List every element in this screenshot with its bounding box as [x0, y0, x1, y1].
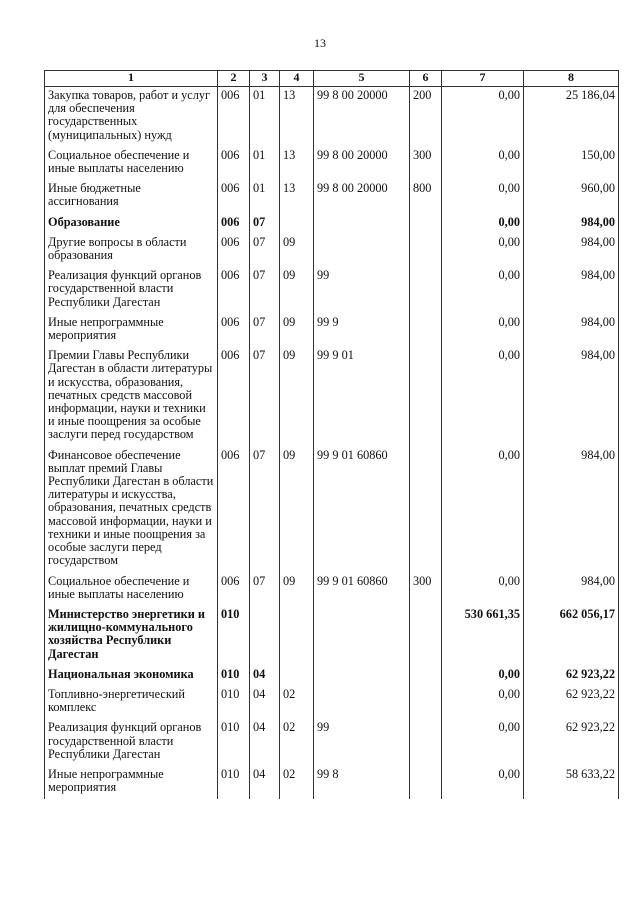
amount-column-8: 984,00: [524, 214, 619, 234]
ministry-code: 006: [218, 314, 250, 347]
column-header: 3: [250, 71, 280, 87]
item-name: Топливно-энергетический комплекс: [45, 686, 218, 719]
table-row: [45, 267, 619, 314]
subsection-code: 09: [280, 234, 314, 267]
item-name: Премии Главы Республики Дагестан в области литературы и искусства, образования, печатных средств массовой информации, науки и техники и иные поощрения за особые заслуги перед государством: [45, 347, 218, 446]
target-article-code: [314, 606, 410, 666]
item-name: Реализация функций органов государственной власти Республики Дагестан: [45, 719, 218, 766]
amount-column-8: 984,00: [524, 573, 619, 606]
amount-column-8: 25 186,04: [524, 87, 619, 147]
budget-table: [44, 70, 619, 799]
amount-column-7: 0,00: [442, 87, 524, 147]
expense-type-code: [410, 606, 442, 666]
section-code: 01: [250, 147, 280, 180]
amount-column-8: 62 923,22: [524, 666, 619, 686]
target-article-code: 99 8 00 20000: [314, 180, 410, 213]
subsection-code: 13: [280, 147, 314, 180]
target-article-code: [314, 234, 410, 267]
column-header: 2: [218, 71, 250, 87]
item-name: Реализация функций органов государственной власти Республики Дагестан: [45, 267, 218, 314]
amount-column-7: 0,00: [442, 347, 524, 446]
section-code: [250, 606, 280, 666]
target-article-code: 99: [314, 719, 410, 766]
expense-type-code: 300: [410, 573, 442, 606]
ministry-code: 006: [218, 447, 250, 573]
amount-column-8: 150,00: [524, 147, 619, 180]
amount-column-8: 984,00: [524, 447, 619, 573]
subsection-code: 02: [280, 719, 314, 766]
section-code: 04: [250, 719, 280, 766]
target-article-code: 99 9 01 60860: [314, 573, 410, 606]
table-row: [45, 666, 619, 686]
amount-column-7: 0,00: [442, 447, 524, 573]
table-row: [45, 719, 619, 766]
amount-column-8: 662 056,17: [524, 606, 619, 666]
expense-type-code: 200: [410, 87, 442, 147]
expense-type-code: [410, 347, 442, 446]
ministry-code: 010: [218, 686, 250, 719]
column-header: 1: [45, 71, 218, 87]
amount-column-8: 62 923,22: [524, 719, 619, 766]
item-name: Другие вопросы в области образования: [45, 234, 218, 267]
amount-column-7: 0,00: [442, 766, 524, 799]
expense-type-code: 300: [410, 147, 442, 180]
ministry-code: 006: [218, 87, 250, 147]
table-row: [45, 686, 619, 719]
section-code: 04: [250, 766, 280, 799]
target-article-code: 99 8 00 20000: [314, 147, 410, 180]
section-code: 07: [250, 314, 280, 347]
expense-type-code: [410, 447, 442, 573]
amount-column-7: 0,00: [442, 686, 524, 719]
table-row: [45, 214, 619, 234]
subsection-code: 09: [280, 314, 314, 347]
table-row: [45, 87, 619, 147]
target-article-code: 99 8 00 20000: [314, 87, 410, 147]
item-name: Министерство энергетики и жилищно-коммунального хозяйства Республики Дагестан: [45, 606, 218, 666]
table-row: [45, 314, 619, 347]
amount-column-7: 0,00: [442, 147, 524, 180]
subsection-code: [280, 666, 314, 686]
table-row: [45, 180, 619, 213]
section-code: 07: [250, 267, 280, 314]
item-name: Финансовое обеспечение выплат премий Главы Республики Дагестан в области литературы и искусства, образования, печатных средств массовой информации, науки и техники и иные поощрения за особые заслуги перед государством: [45, 447, 218, 573]
section-code: 07: [250, 234, 280, 267]
target-article-code: 99 8: [314, 766, 410, 799]
column-header: 4: [280, 71, 314, 87]
item-name: Социальное обеспечение и иные выплаты населению: [45, 573, 218, 606]
subsection-code: 09: [280, 347, 314, 446]
ministry-code: 010: [218, 766, 250, 799]
column-header: 5: [314, 71, 410, 87]
table-row: [45, 606, 619, 666]
amount-column-7: 0,00: [442, 666, 524, 686]
expense-type-code: [410, 267, 442, 314]
subsection-code: 09: [280, 573, 314, 606]
column-header: 8: [524, 71, 619, 87]
section-code: 07: [250, 214, 280, 234]
target-article-code: 99 9: [314, 314, 410, 347]
expense-type-code: [410, 314, 442, 347]
table-row: [45, 573, 619, 606]
expense-type-code: [410, 234, 442, 267]
amount-column-8: 960,00: [524, 180, 619, 213]
subsection-code: [280, 606, 314, 666]
target-article-code: 99: [314, 267, 410, 314]
subsection-code: 02: [280, 686, 314, 719]
amount-column-7: 0,00: [442, 573, 524, 606]
section-code: 07: [250, 573, 280, 606]
ministry-code: 006: [218, 214, 250, 234]
section-code: 07: [250, 347, 280, 446]
amount-column-8: 984,00: [524, 314, 619, 347]
page-number: 13: [314, 36, 326, 50]
amount-column-8: 984,00: [524, 267, 619, 314]
target-article-code: 99 9 01 60860: [314, 447, 410, 573]
ministry-code: 006: [218, 267, 250, 314]
ministry-code: 006: [218, 147, 250, 180]
section-code: 04: [250, 666, 280, 686]
amount-column-7: 0,00: [442, 234, 524, 267]
ministry-code: 010: [218, 719, 250, 766]
section-code: 04: [250, 686, 280, 719]
amount-column-7: 0,00: [442, 180, 524, 213]
expense-type-code: [410, 719, 442, 766]
amount-column-7: 0,00: [442, 314, 524, 347]
section-code: 07: [250, 447, 280, 573]
section-code: 01: [250, 87, 280, 147]
amount-column-8: 984,00: [524, 234, 619, 267]
target-article-code: [314, 686, 410, 719]
column-header: 6: [410, 71, 442, 87]
subsection-code: 02: [280, 766, 314, 799]
target-article-code: [314, 666, 410, 686]
target-article-code: [314, 214, 410, 234]
item-name: Национальная экономика: [45, 666, 218, 686]
expense-type-code: 800: [410, 180, 442, 213]
subsection-code: 09: [280, 267, 314, 314]
ministry-code: 010: [218, 606, 250, 666]
table-row: [45, 147, 619, 180]
subsection-code: 13: [280, 87, 314, 147]
ministry-code: 006: [218, 180, 250, 213]
expense-type-code: [410, 214, 442, 234]
expense-type-code: [410, 686, 442, 719]
table-row: [45, 447, 619, 573]
target-article-code: 99 9 01: [314, 347, 410, 446]
amount-column-7: 530 661,35: [442, 606, 524, 666]
amount-column-8: 58 633,22: [524, 766, 619, 799]
table-row: [45, 234, 619, 267]
amount-column-7: 0,00: [442, 214, 524, 234]
ministry-code: 006: [218, 573, 250, 606]
table-body: [45, 87, 619, 800]
column-header: 7: [442, 71, 524, 87]
ministry-code: 010: [218, 666, 250, 686]
amount-column-8: 62 923,22: [524, 686, 619, 719]
expense-type-code: [410, 666, 442, 686]
table-row: [45, 347, 619, 446]
subsection-code: 09: [280, 447, 314, 573]
item-name: Закупка товаров, работ и услуг для обеспечения государственных (муниципальных) нужд: [45, 87, 218, 147]
ministry-code: 006: [218, 347, 250, 446]
expense-type-code: [410, 766, 442, 799]
section-code: 01: [250, 180, 280, 213]
item-name: Иные бюджетные ассигнования: [45, 180, 218, 213]
item-name: Образование: [45, 214, 218, 234]
item-name: Иные непрограммные мероприятия: [45, 766, 218, 799]
table-header-row: [45, 71, 619, 87]
subsection-code: 13: [280, 180, 314, 213]
item-name: Иные непрограммные мероприятия: [45, 314, 218, 347]
amount-column-7: 0,00: [442, 719, 524, 766]
table-row: [45, 766, 619, 799]
amount-column-7: 0,00: [442, 267, 524, 314]
subsection-code: [280, 214, 314, 234]
amount-column-8: 984,00: [524, 347, 619, 446]
ministry-code: 006: [218, 234, 250, 267]
item-name: Социальное обеспечение и иные выплаты населению: [45, 147, 218, 180]
